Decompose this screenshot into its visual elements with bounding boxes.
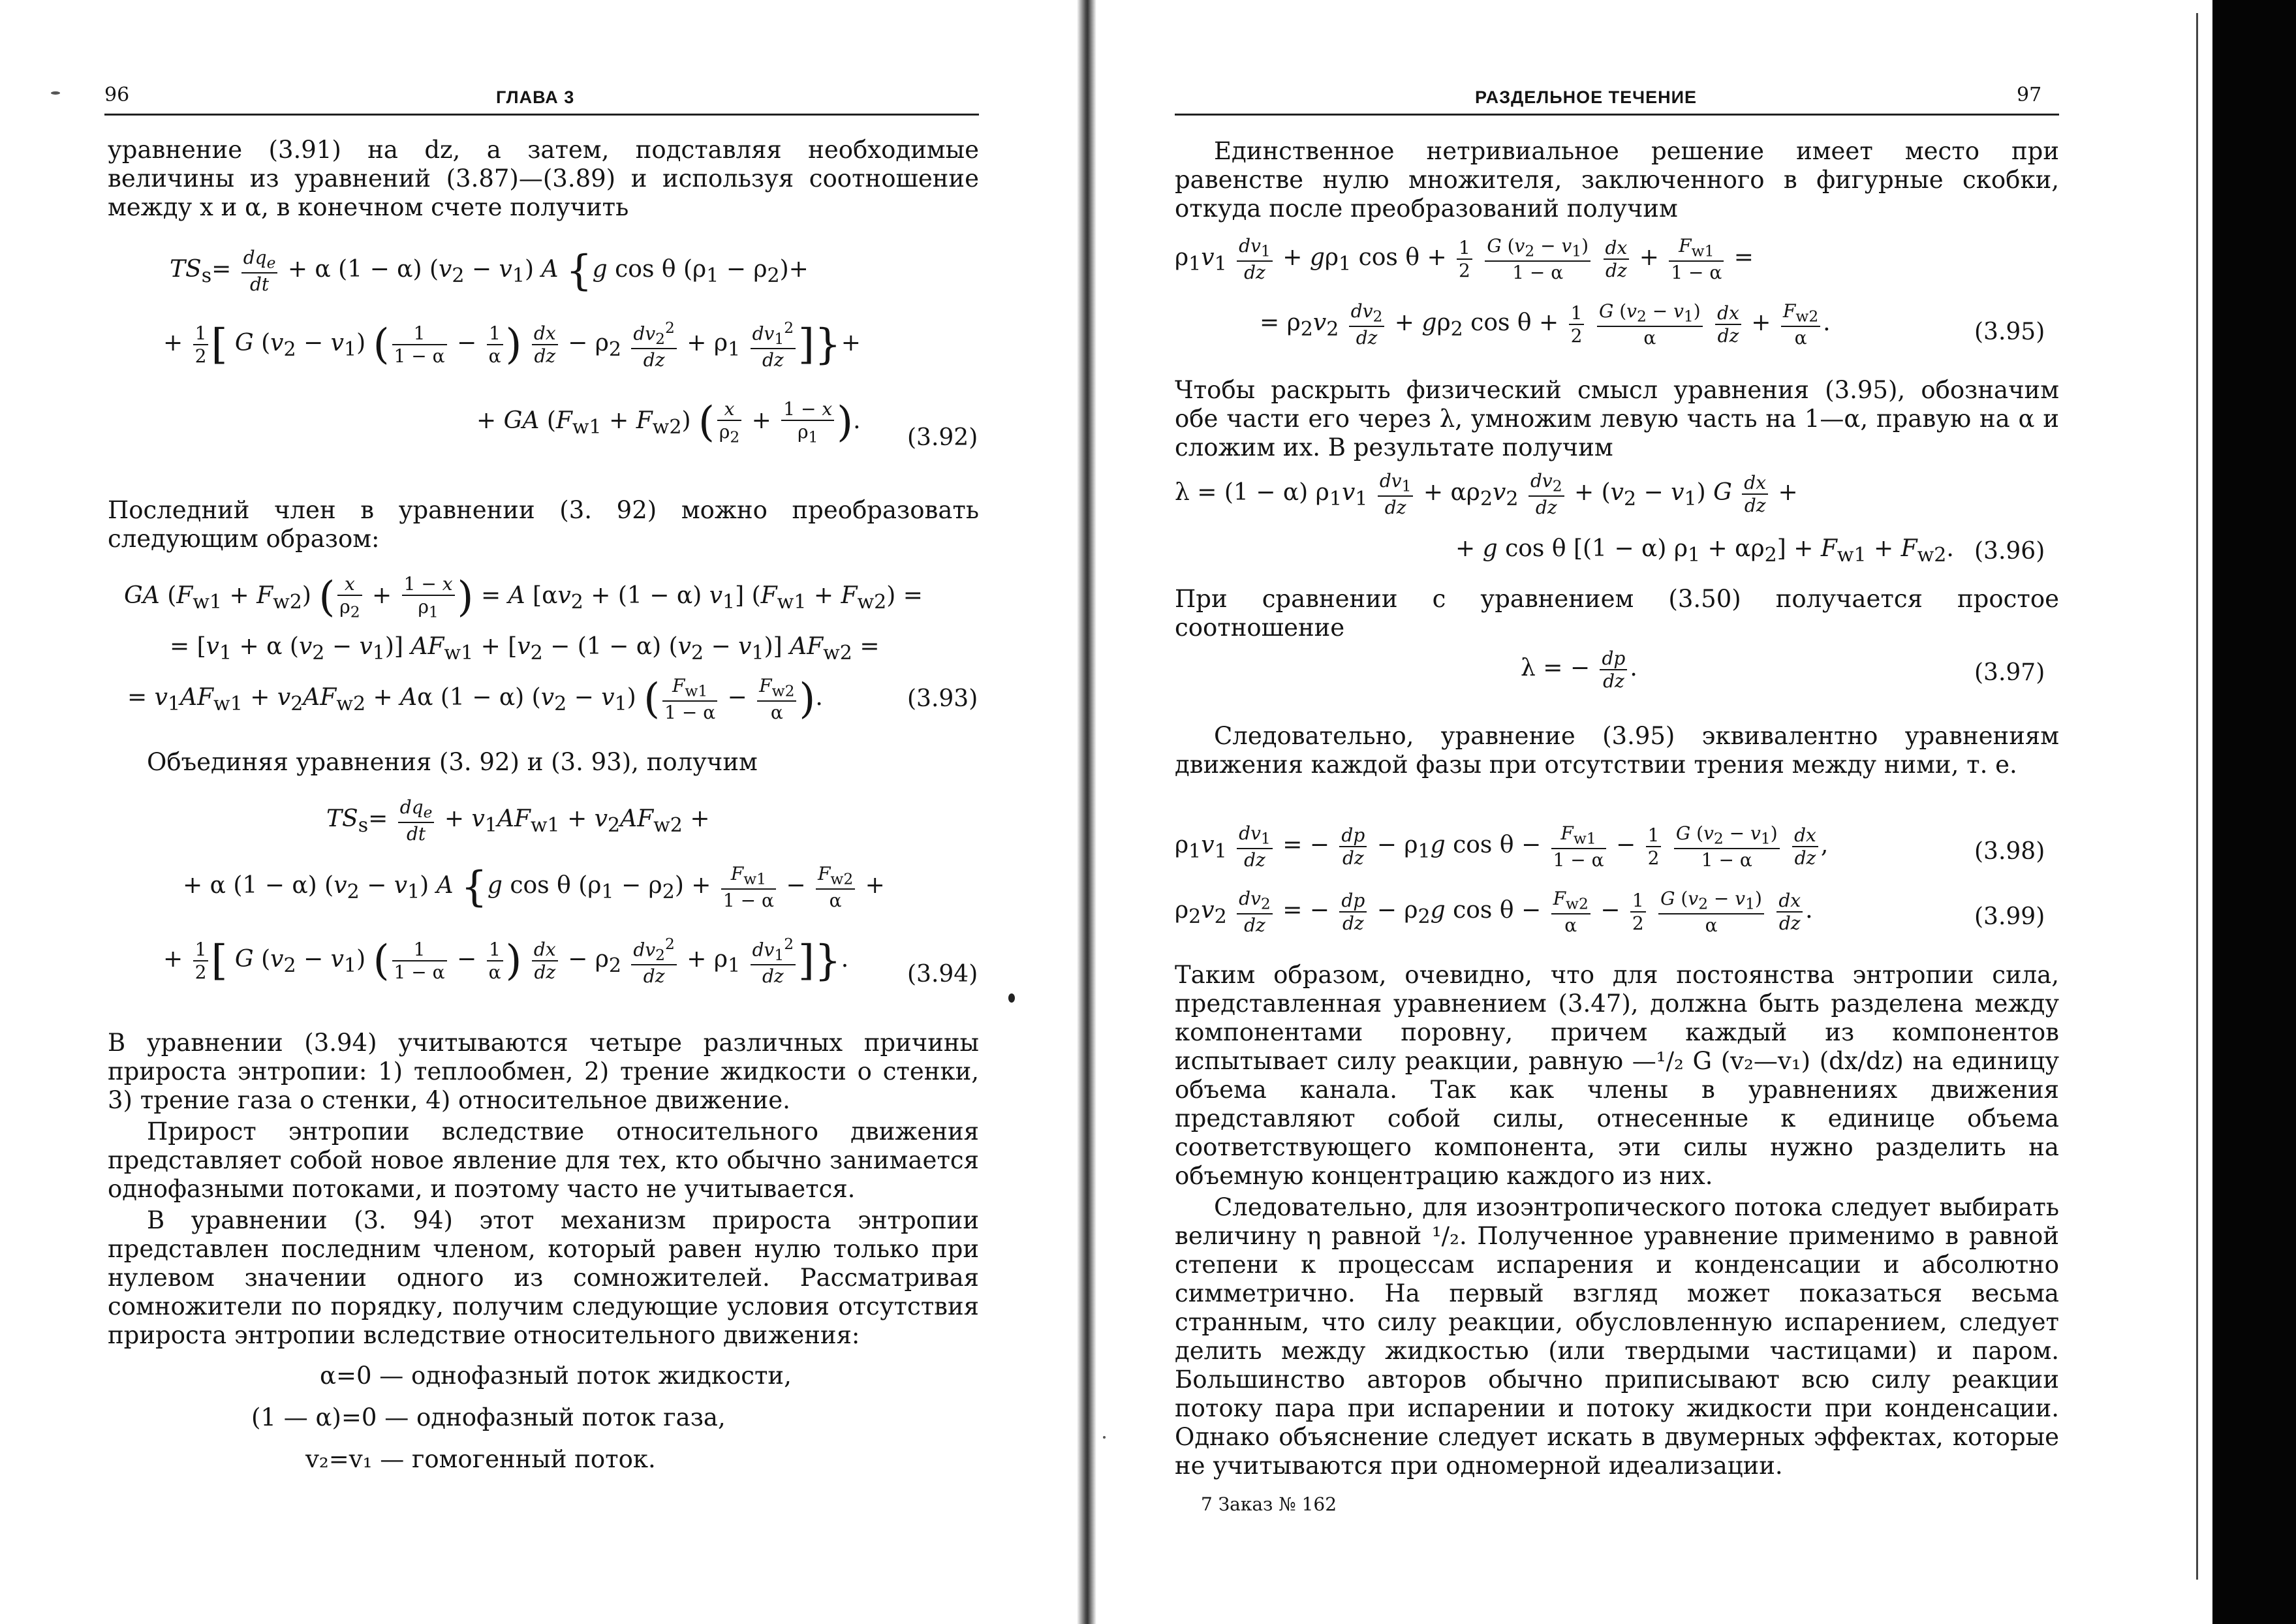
paragraph: В уравнении (3.94) учитываются четыре различных причины прироста энтропии: 1) теплообмен, 2) трение жидкости о стенки, 3) трение газа о стенки, 4) относительное движение.: [108, 1029, 979, 1114]
equation-number: (3.99): [1974, 903, 2045, 930]
equation-number: (3.95): [1974, 319, 2045, 345]
equation-3-96-line1: λ = (1 − α) $\rho_1v_1$ $\frac{dv_1}{dz}$ + $\alpha\rho_2v_2$ $\frac{dv_2}{dz}$ + $(v_2 - v_1)$ G $\frac{dx}{dz}$ +: [1175, 470, 1798, 518]
equation-3-94-line3: + $\frac{1}{2}$ [ G $(v_2 - v_1)$ ( $\frac{1}{1 - \alpha}$ − $\frac{1}{\alpha}$ ) $\frac{dx}{dz}$ − $\rho_2$ $\frac{dv_2^2}{dz}$ + $\rho_1$ $\frac{dv_1^2}{dz}$ ]}.: [163, 935, 849, 987]
condition-line: α=0 — однофазный поток жидкости,: [320, 1362, 792, 1390]
paragraph: В уравнении (3. 94) этот механизм прироста энтропии представлен последним членом, который равен нулю только при нулевом значении одного из сомножителей. Рассматривая сомножители по порядку, получим следующие условия отсутствия прироста энтропии вследствие относительного движения:: [108, 1206, 979, 1349]
equation-3-93-line1: GA $(F_{w1} + F_{w2})$ ( $\frac{x}{\rho_2}$ + $\frac{1 - x}{\rho_1}$ ) = A [$\alpha v_2 + (1 - \alpha)$ $v_1$] $(F_{w1} + F_{w2})$ =: [124, 573, 923, 621]
equation-3-99: $\rho_2v_2$ $\frac{dv_2}{dz}$ = − $\frac{dp}{dz}$ − $\rho_2g$ cos θ − $\frac{F_{w2}}{\alpha}$ − $\frac{1}{2}$ $\frac{G (v_2 - v_1)}{\alpha}$ $\frac{dx}{dz}$ .: [1175, 888, 1813, 936]
scan-speck: [51, 91, 60, 95]
page-number-right: 97: [2017, 84, 2042, 106]
equation-3-98: $\rho_1v_1$ $\frac{dv_1}{dz}$ = − $\frac{dp}{dz}$ − $\rho_1g$ cos θ − $\frac{F_{w1}}{1 - \alpha}$ − $\frac{1}{2}$ $\frac{G (v_2 - v_1)}{1 - \alpha}$ $\frac{dx}{dz}$ ,: [1175, 822, 1829, 871]
paragraph: Следовательно, уравнение (3.95) эквивалентно уравнениям движения каждой фазы при отсутствии трения между ними, т. е.: [1175, 722, 2059, 779]
equation-number: (3.92): [907, 424, 978, 451]
equation-3-92-line2: + $\frac{1}{2}$ [ G $(v_2 - v_1)$ ( $\frac{1}{1 - \alpha}$ − $\frac{1}{\alpha}$ ) $\frac{dx}{dz}$ − $\rho_2$ $\frac{dv_2^2}{dz}$ + $\rho_1$ $\frac{dv_1^2}{dz}$ ]}+: [163, 319, 861, 371]
equation-3-93-line3: = $v_1AF_{w1} + v_2AF_{w2} + A\alpha$ (1 − α) $(v_2 - v_1)$ ( $\frac{F_{w1}}{1 - \alpha}$ − $\frac{F_{w2}}{\alpha}$ ).: [127, 675, 823, 723]
paragraph: Следовательно, для изоэнтропического потока следует выбирать величину η равной ¹/₂. Полученное уравнение применимо в равной степени к процессам испарения и конденсации и абсолютно симметрично. На первый взгляд может показаться весьма странным, что силу реакции, обусловленную испарением, следует делить между жидкостью (или твердыми частицами) и паром. Большинство авторов обычно приписывают всю силу реакции потоку пара при испарении и потоку жидкости при конденсации. Однако объяснение следует искать в двумерных эффектах, которые не учитываются при одномерной идеализации.: [1175, 1193, 2059, 1480]
paragraph: Чтобы раскрыть физический смысл уравнения (3.95), обозначим обе части его через λ, умножим левую часть на 1—α, правую на α и сложим их. В результате получим: [1175, 376, 2059, 461]
running-head-left: ГЛАВА 3: [496, 87, 575, 107]
equation-3-95-line1: $\rho_1v_1$ $\frac{dv_1}{dz}$ + $g\rho_1$ cos θ + $\frac{1}{2}$ $\frac{G (v_2 - v_1)}{1 - \alpha}$ $\frac{dx}{dz}$ + $\frac{F_{w1}}{1 - \alpha}$ =: [1175, 235, 1754, 283]
paragraph: При сравнении с уравнением (3.50) получается простое соотношение: [1175, 585, 2059, 642]
paragraph: Таким образом, очевидно, что для постоянства энтропии сила, представленная уравнением (3.47), должна быть разделена между компонентами поровну, причем каждый из компонентов испытывает силу реакции, равную —¹/₂ G (v₂—v₁) (dx/dz) на единицу объема канала. Так как члены в уравнениях движения представляют собой силы, отнесенные к единице объема соответствующего компонента, эти силы нужно разделить на объемную концентрацию каждого из них.: [1175, 961, 2059, 1190]
right-page: [1070, 0, 2296, 1624]
equation-number: (3.98): [1974, 838, 2045, 865]
equation-3-95-line2: = $\rho_2v_2$ $\frac{dv_2}{dz}$ + $g\rho_2$ cos θ + $\frac{1}{2}$ $\frac{G (v_2 - v_1)}{\alpha}$ $\frac{dx}{dz}$ + $\frac{F_{w2}}{\alpha}$ .: [1260, 300, 1831, 349]
running-head-right: РАЗДЕЛЬНОЕ ТЕЧЕНИЕ: [1475, 87, 1698, 107]
equation-3-96-line2: + g cos θ [(1 − α) $\rho_1 + \alpha\rho_2] + F_{w1} + F_{w2}$.: [1455, 535, 1954, 567]
left-page: [0, 0, 1070, 1624]
scan-speck: [1008, 993, 1015, 1003]
header-rule-left: [104, 114, 979, 116]
paragraph: Прирост энтропии вследствие относительного движения представляет собой новое явление для тех, кто обычно занимается однофазными потоками, и поэтому часто не учитывается.: [108, 1117, 979, 1203]
equation-3-93-line2: = [$v_1 + \alpha$ $(v_2 - v_1)$] $AF_{w1} + [v_2 - (1 - \alpha) (v_2 - v_1)] AF_{w2}$ =: [170, 633, 880, 665]
condition-line: v₂=v₁ — гомогенный поток.: [305, 1445, 656, 1473]
equation-3-92-line3: + GA $(F_{w1} + F_{w2})$ ( $\frac{x}{\rho_2}$ + $\frac{1 - x}{\rho_1}$ ).: [476, 398, 861, 446]
page-number-left: 96: [104, 84, 130, 106]
printer-signature: 7 Заказ № 162: [1201, 1493, 1337, 1515]
scan-speck: [1103, 1436, 1106, 1439]
equation-number: (3.93): [907, 685, 978, 712]
condition-line: (1 — α)=0 — однофазный поток газа,: [251, 1403, 726, 1431]
paragraph: Последний член в уравнении (3. 92) можно преобразовать следующим образом:: [108, 496, 979, 553]
paragraph: уравнение (3.91) на dz, а затем, подставляя необходимые величины из уравнений (3.87)—(3.89) и используя соотношение между x и α, в конечном счете получить: [108, 136, 979, 221]
equation-number: (3.96): [1974, 538, 2045, 565]
equation-3-94-line2: + α (1 − α) $(v_2 - v_1)$ A {g cos θ $(\rho_1 - \rho_2)$ + $\frac{F_{w1}}{1 - \alpha}$ − $\frac{F_{w2}}{\alpha}$ +: [183, 863, 885, 911]
paragraph: Объединяя уравнения (3. 92) и (3. 93), получим: [147, 748, 758, 776]
header-rule-right: [1175, 114, 2059, 116]
equation-3-97: λ = − $\frac{dp}{dz}$ .: [1521, 648, 1637, 692]
equation-3-92-line1: $TS_s=$ $\frac{dq_e}{dt}$ + α (1 − α) $(v_2 - v_1)$ A {g cos θ $(\rho_1 - \rho_2)+$: [170, 247, 809, 295]
equation-3-94-line1: $TS_s=$ $\frac{dq_e}{dt}$ + $v_1AF_{w1} + v_2AF_{w2}$ +: [326, 796, 710, 845]
equation-number: (3.97): [1974, 659, 2045, 686]
equation-number: (3.94): [907, 961, 978, 988]
paragraph: Единственное нетривиальное решение имеет место при равенстве нулю множителя, заключенного в фигурные скобки, откуда после преобразований получим: [1175, 137, 2059, 223]
